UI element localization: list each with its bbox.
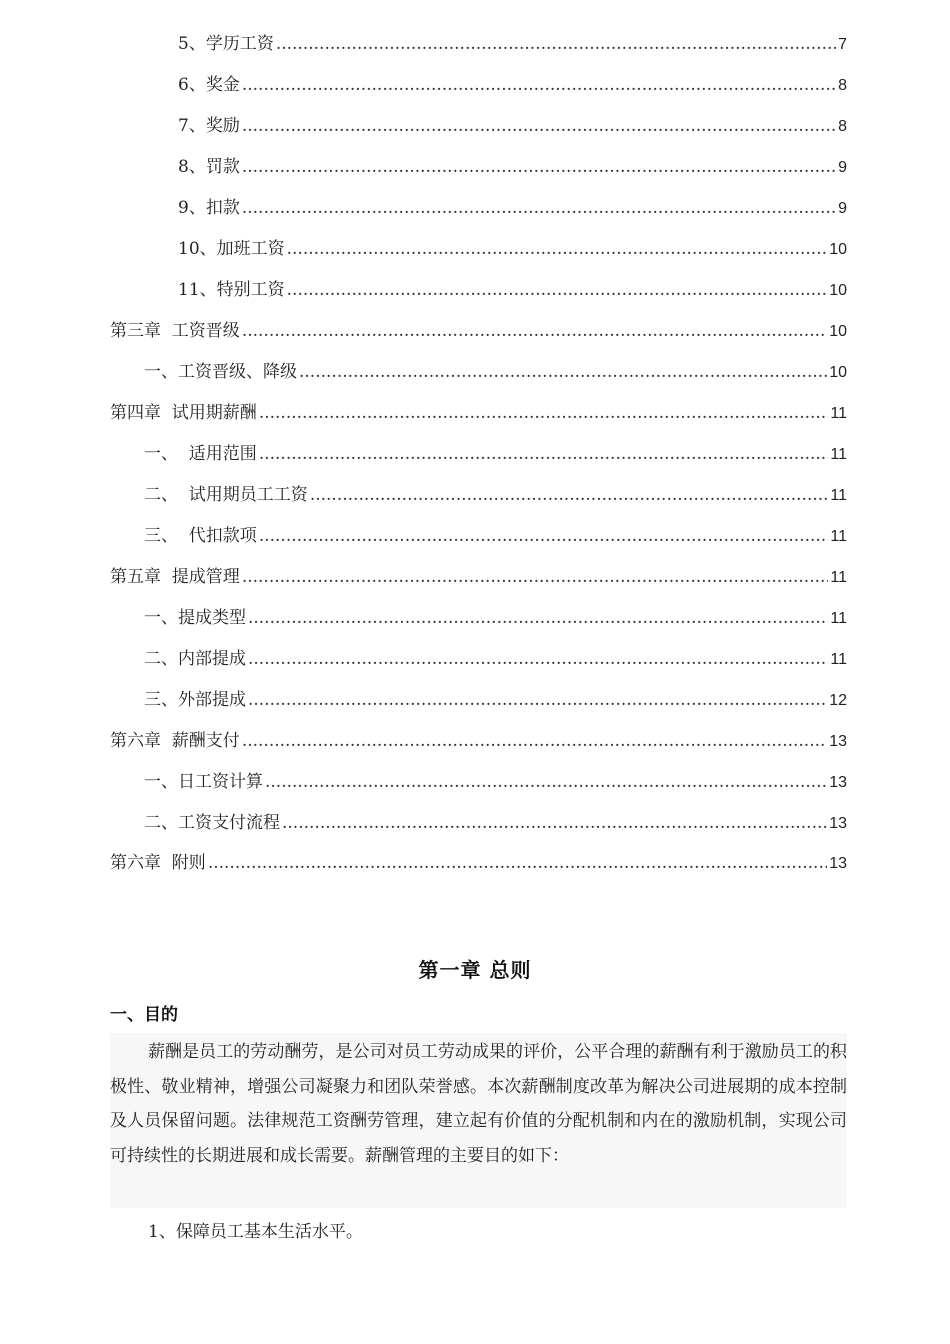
toc-entry[interactable] xyxy=(178,72,847,98)
toc-entry-title: 11、特别工资 xyxy=(178,280,285,300)
toc-entry-title: 二、 试用期员工工资 xyxy=(144,485,308,505)
toc-entry[interactable] xyxy=(144,482,847,508)
toc-leader-dots xyxy=(259,523,829,549)
toc-entry-title: 二、工资支付流程 xyxy=(144,813,280,833)
toc-page-number: 13 xyxy=(829,774,847,791)
toc-entry[interactable] xyxy=(144,646,847,672)
toc-entry-title: 二、内部提成 xyxy=(144,649,246,669)
toc-entry-title: 第四章 试用期薪酬 xyxy=(110,403,257,423)
toc-entry-title: 一、提成类型 xyxy=(144,608,246,628)
toc-entry[interactable] xyxy=(110,564,847,590)
toc-page-number: 11 xyxy=(830,405,847,422)
toc-entry[interactable] xyxy=(110,318,847,344)
toc-entry[interactable] xyxy=(144,605,847,631)
toc-leader-dots xyxy=(248,605,828,631)
toc-leader-dots xyxy=(259,441,829,467)
toc-page-number: 11 xyxy=(830,528,847,545)
toc-entry[interactable] xyxy=(144,810,847,836)
toc-entry-title: 一、 适用范围 xyxy=(144,444,257,464)
toc-page-number: 13 xyxy=(829,733,847,750)
toc-entry-title: 第三章 工资晋级 xyxy=(110,321,240,341)
section-heading: 一、目的 xyxy=(110,1005,178,1025)
toc-page-number: 13 xyxy=(829,815,847,832)
toc-page-number: 7 xyxy=(838,36,847,53)
toc-entry-title: 一、日工资计算 xyxy=(144,772,263,792)
toc-entry[interactable] xyxy=(110,400,847,426)
toc-leader-dots xyxy=(242,113,836,139)
toc-leader-dots xyxy=(242,195,836,221)
toc-entry-title: 第六章 附则 xyxy=(110,853,206,873)
toc-entry-title: 第五章 提成管理 xyxy=(110,567,240,587)
toc-entry[interactable] xyxy=(144,769,847,795)
toc-entry-title: 7、奖励 xyxy=(178,116,240,136)
toc-leader-dots xyxy=(208,850,827,876)
toc-entry[interactable] xyxy=(110,850,847,876)
toc-entry-title: 三、 代扣款项 xyxy=(144,526,257,546)
toc-entry[interactable] xyxy=(178,195,847,221)
toc-leader-dots xyxy=(242,564,829,590)
toc-page-number: 9 xyxy=(838,200,847,217)
toc-page-number: 10 xyxy=(829,241,847,258)
toc-leader-dots xyxy=(265,769,827,795)
toc-leader-dots xyxy=(248,687,827,713)
toc-page-number: 10 xyxy=(829,364,847,381)
toc-entry-title: 10、加班工资 xyxy=(178,239,285,259)
toc-leader-dots xyxy=(282,810,827,836)
toc-entry[interactable] xyxy=(144,441,847,467)
toc-entry[interactable] xyxy=(144,687,847,713)
toc-page-number: 10 xyxy=(829,323,847,340)
toc-leader-dots xyxy=(242,154,836,180)
toc-leader-dots xyxy=(248,646,828,672)
toc-entry-title: 9、扣款 xyxy=(178,198,240,218)
toc-page-number: 11 xyxy=(830,446,847,463)
toc-page-number: 9 xyxy=(838,159,847,176)
toc-page-number: 11 xyxy=(830,610,847,627)
toc-entry[interactable] xyxy=(178,113,847,139)
toc-page-number: 11 xyxy=(830,569,847,586)
toc-entry[interactable] xyxy=(178,277,847,303)
toc-entry-title: 5、学历工资 xyxy=(178,34,274,54)
toc-leader-dots xyxy=(242,318,827,344)
toc-leader-dots xyxy=(242,72,836,98)
toc-entry[interactable] xyxy=(178,154,847,180)
toc-page-number: 10 xyxy=(829,282,847,299)
toc-entry[interactable] xyxy=(178,236,847,262)
toc-page-number: 8 xyxy=(838,77,847,94)
toc-page-number: 11 xyxy=(830,487,847,504)
toc-entry[interactable] xyxy=(144,359,847,385)
toc-page-number: 12 xyxy=(829,692,847,709)
toc-entry-title: 8、罚款 xyxy=(178,157,240,177)
toc-leader-dots xyxy=(242,728,827,754)
toc-entry-title: 三、外部提成 xyxy=(144,690,246,710)
list-item: 1、保障员工基本生活水平。 xyxy=(148,1222,363,1242)
toc-page-number: 13 xyxy=(829,855,847,872)
toc-entry-title: 6、奖金 xyxy=(178,75,240,95)
toc-leader-dots xyxy=(276,31,836,57)
toc-leader-dots xyxy=(287,277,828,303)
toc-leader-dots xyxy=(259,400,829,426)
toc-leader-dots xyxy=(310,482,829,508)
toc-entry[interactable] xyxy=(110,728,847,754)
toc-entry[interactable] xyxy=(178,31,847,57)
toc-entry-title: 一、工资晋级、降级 xyxy=(144,362,297,382)
toc-entry[interactable] xyxy=(144,523,847,549)
toc-page-number: 11 xyxy=(830,651,847,668)
toc-page-number: 8 xyxy=(838,118,847,135)
toc-leader-dots xyxy=(287,236,828,262)
chapter-title: 第一章 总则 xyxy=(418,958,532,982)
toc-leader-dots xyxy=(299,359,827,385)
body-paragraph: 薪酬是员工的劳动酬劳，是公司对员工劳动成果的评价，公平合理的薪酬有利于激励员工的积极性、敬业精神，增强公司凝聚力和团队荣誉感。本次薪酬制度改革为解决公司进展期的成本控制及人员保留问题。法律规范工资酬劳管理，建立起有价值的分配机制和内在的激励机制，实现公司可持续性的长期进展和成长需要。薪酬管理的主要目的如下： xyxy=(110,1042,847,1166)
toc-entry-title: 第六章 薪酬支付 xyxy=(110,731,240,751)
